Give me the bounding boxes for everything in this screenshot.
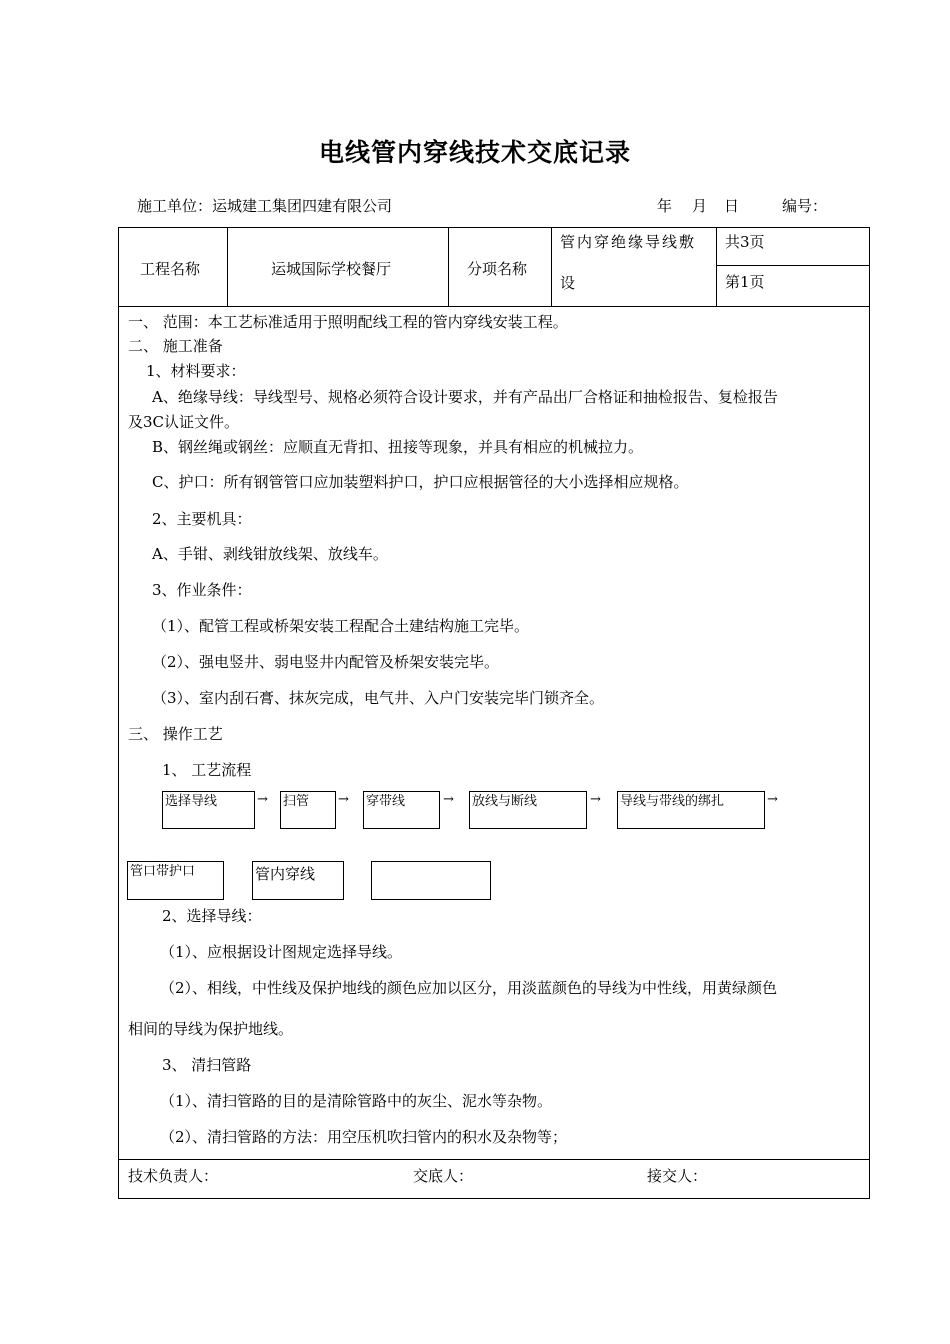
flow-arrow-5: → [767, 792, 778, 807]
item-name-label: 分项名称 [467, 260, 528, 278]
select-wire-item-2: （2）、相线，中性线及保护地线的颜色应加以区分，用淡蓝颜色的导线为中性线，用黄绿颜色 [160, 979, 778, 997]
briefing-giver-label: 交底人： [413, 1167, 474, 1185]
work-condition-1: （1）、配管工程或桥架安装工程配合土建结构施工完毕。 [152, 617, 530, 635]
flow-arrow-3: → [443, 792, 454, 807]
bushing-text: C、护口：所有钢管管口应加装塑料护口，护口应根据管径的大小选择相应规格。 [152, 473, 689, 491]
col-divider-2 [448, 227, 449, 306]
insulated-wire-text-cont: 及3C认证文件。 [128, 413, 240, 431]
work-conditions-heading: 3、作业条件： [152, 581, 252, 599]
flow-arrow-1: → [257, 792, 268, 807]
section-scope: 一、 范围：本工艺标准适用于照明配线工程的管内穿线安装工程。 [128, 313, 568, 331]
header-row-divider [118, 306, 869, 307]
flow-step-select-wire: 选择导线 [162, 791, 255, 829]
flow-step-clean-pipe: 扫管 [280, 791, 336, 829]
col-divider-4 [716, 227, 717, 306]
total-pages: 共3页 [725, 233, 765, 251]
footer-row-divider [118, 1159, 869, 1160]
work-condition-3: （3）、室内刮石膏、抹灰完成，电气井、入户门安装完毕门锁齐全。 [152, 689, 605, 707]
project-name-value: 运城国际学校餐厅 [271, 260, 392, 278]
flow-step-bind-wire: 导线与带线的绑扎 [617, 791, 765, 829]
flow-arrow-2: → [338, 792, 349, 807]
col-divider-3 [551, 227, 552, 306]
work-condition-2: （2）、强电竖井、弱电竖井内配管及桥架安装完毕。 [152, 653, 500, 671]
construction-unit: 施工单位：运城建工集团四建有限公司 [137, 197, 393, 215]
main-tools-text: A、手钳、剥线钳放线架、放线车。 [152, 545, 388, 563]
clean-pipe-heading: 3、 清扫管路 [162, 1056, 252, 1074]
flow-step-pipe-bushing: 管口带护口 [127, 861, 224, 900]
item-name-value-line1: 管内穿绝缘导线敷 [560, 233, 697, 251]
flow-step-pay-out-cut: 放线与断线 [469, 791, 587, 829]
col-divider-1 [227, 227, 228, 306]
flow-step-thread-leader: 穿带线 [363, 791, 440, 829]
section-preparation: 二、 施工准备 [128, 337, 223, 355]
clean-pipe-item-1: （1）、清扫管路的目的是清除管路中的灰尘、泥水等杂物。 [160, 1092, 553, 1110]
date-day: 日 [724, 197, 740, 215]
process-flow-heading: 1、 工艺流程 [162, 761, 252, 779]
technical-lead-label: 技术负责人： [128, 1167, 219, 1185]
current-page: 第1页 [725, 273, 765, 291]
date-year: 年 [657, 197, 673, 215]
select-wire-item-1: （1）、应根据设计图规定选择导线。 [160, 943, 403, 961]
select-wire-heading: 2、选择导线： [162, 907, 262, 925]
flow-step-wire-in-pipe: 管内穿线 [252, 861, 344, 900]
document-title: 电线管内穿线技术交底记录 [318, 138, 631, 167]
clean-pipe-item-2: （2）、清扫管路的方法：用空压机吹扫管内的积水及杂物等； [160, 1128, 568, 1146]
receiver-label: 接交人： [647, 1167, 708, 1185]
flow-step-empty-box [371, 861, 491, 900]
material-requirements: 1、材料要求： [146, 362, 246, 380]
section-operation: 三、 操作工艺 [128, 725, 223, 743]
flow-arrow-4: → [590, 792, 601, 807]
steel-wire-text: B、钢丝绳或钢丝：应顺直无背扣、扭接等现象，并具有相应的机械拉力。 [152, 438, 644, 456]
select-wire-item-2-cont: 相间的导线为保护地线。 [128, 1020, 294, 1038]
insulated-wire-text: A、绝缘导线：导线型号、规格必须符合设计要求，并有产品出厂合格证和抽检报告、复检报告 [152, 388, 778, 406]
project-name-label: 工程名称 [140, 260, 201, 278]
serial-number-label: 编号： [782, 197, 828, 215]
date-month: 月 [692, 197, 708, 215]
main-tools-heading: 2、主要机具： [152, 510, 252, 528]
page-cell-divider [716, 265, 869, 266]
item-name-value-line2: 设 [560, 274, 576, 292]
